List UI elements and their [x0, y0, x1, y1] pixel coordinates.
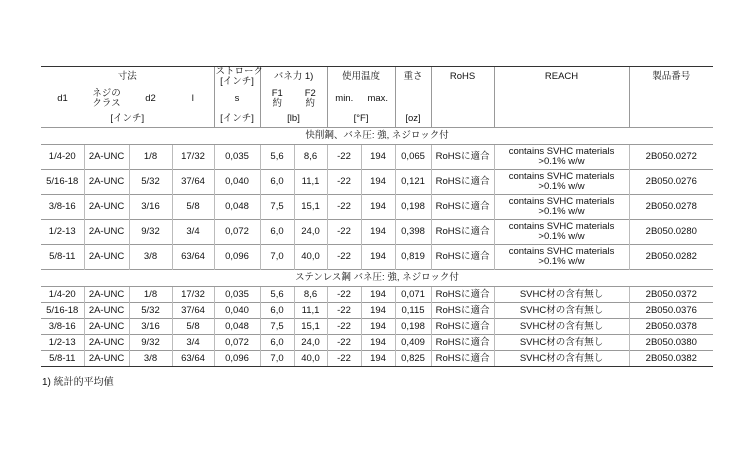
header-min: min.: [327, 87, 361, 111]
cell-reach: SVHC材の含有無し: [494, 351, 629, 367]
cell-weight: 0,198: [395, 319, 431, 335]
cell-f1: 6,0: [260, 220, 294, 245]
cell-f1: 5,6: [260, 145, 294, 170]
cell-l: 5/8: [172, 195, 214, 220]
cell-s: 0,096: [214, 245, 260, 270]
cell-d2: 3/16: [129, 195, 172, 220]
cell-s: 0,072: [214, 335, 260, 351]
cell-l: 3/4: [172, 335, 214, 351]
cell-d2: 3/8: [129, 245, 172, 270]
header-rohs-blank: [431, 87, 494, 111]
header-d2: d2: [145, 93, 156, 104]
cell-rohs: RoHSに適合: [431, 319, 494, 335]
cell-class: 2A-UNC: [84, 220, 129, 245]
header-reach: REACH: [494, 67, 629, 88]
unit-fahrenheit: [°F]: [327, 111, 395, 128]
cell-d1: 1/4-20: [41, 287, 84, 303]
cell-weight: 0,121: [395, 170, 431, 195]
header-dims: 寸法: [41, 67, 214, 88]
cell-d1: 3/8-16: [41, 319, 84, 335]
header-temp: 使用温度: [327, 67, 395, 88]
cell-f2: 40,0: [294, 245, 327, 270]
cell-d2: 5/32: [129, 303, 172, 319]
cell-reach: contains SVHC materials >0.1% w/w: [494, 170, 629, 195]
cell-d2: 5/32: [129, 170, 172, 195]
cell-d2: 1/8: [129, 287, 172, 303]
cell-l: 63/64: [172, 245, 214, 270]
cell-s: 0,040: [214, 170, 260, 195]
cell-tmin: -22: [327, 195, 361, 220]
cell-d1: 1/4-20: [41, 145, 84, 170]
cell-reach: SVHC材の含有無し: [494, 319, 629, 335]
cell-weight: 0,819: [395, 245, 431, 270]
cell-class: 2A-UNC: [84, 195, 129, 220]
cell-reach: SVHC材の含有無し: [494, 287, 629, 303]
cell-rohs: RoHSに適合: [431, 170, 494, 195]
cell-part: 2B050.0376: [629, 303, 713, 319]
header-f1: F1 約: [260, 87, 294, 111]
cell-part: 2B050.0278: [629, 195, 713, 220]
cell-class: 2A-UNC: [84, 287, 129, 303]
cell-class: 2A-UNC: [84, 303, 129, 319]
cell-l: 5/8: [172, 319, 214, 335]
cell-tmax: 194: [361, 303, 395, 319]
spec-table-container: [41, 66, 713, 367]
cell-f2: 24,0: [294, 220, 327, 245]
cell-s: 0,096: [214, 351, 260, 367]
cell-weight: 0,115: [395, 303, 431, 319]
section-free-cutting-steel: [41, 128, 713, 270]
cell-tmin: -22: [327, 145, 361, 170]
cell-l: 17/32: [172, 145, 214, 170]
header-d1: d1: [57, 93, 68, 104]
cell-s: 0,048: [214, 319, 260, 335]
cell-d1: 3/8-16: [41, 195, 84, 220]
cell-f1: 7,5: [260, 319, 294, 335]
section-title: 快削鋼、バネ圧: 強, ネジロック付: [41, 128, 713, 145]
cell-f1: 7,0: [260, 351, 294, 367]
unit-rohs-blank: [431, 111, 494, 128]
table-row: [41, 319, 713, 335]
cell-weight: 0,065: [395, 145, 431, 170]
cell-f2: 15,1: [294, 319, 327, 335]
cell-part: 2B050.0378: [629, 319, 713, 335]
unit-oz: [oz]: [395, 111, 431, 128]
cell-part: 2B050.0380: [629, 335, 713, 351]
cell-f2: 8,6: [294, 287, 327, 303]
table-row: [41, 351, 713, 367]
cell-f2: 15,1: [294, 195, 327, 220]
cell-tmax: 194: [361, 319, 395, 335]
cell-l: 37/64: [172, 303, 214, 319]
cell-l: 37/64: [172, 170, 214, 195]
cell-rohs: RoHSに適合: [431, 303, 494, 319]
cell-weight: 0,398: [395, 220, 431, 245]
cell-tmax: 194: [361, 335, 395, 351]
cell-s: 0,072: [214, 220, 260, 245]
section-stainless-steel: [41, 270, 713, 367]
cell-d1: 1/2-13: [41, 335, 84, 351]
cell-reach: contains SVHC materials >0.1% w/w: [494, 245, 629, 270]
unit-part-blank: [629, 111, 713, 128]
cell-part: 2B050.0282: [629, 245, 713, 270]
table-row: [41, 245, 713, 270]
table-row: [41, 195, 713, 220]
cell-class: 2A-UNC: [84, 145, 129, 170]
cell-f1: 6,0: [260, 303, 294, 319]
header-weight: 重さ: [395, 67, 431, 88]
cell-l: 17/32: [172, 287, 214, 303]
cell-d1: 5/8-11: [41, 351, 84, 367]
footnote: 1) 統計的平均値: [42, 377, 114, 388]
cell-rohs: RoHSに適合: [431, 287, 494, 303]
cell-f2: 24,0: [294, 335, 327, 351]
cell-weight: 0,825: [395, 351, 431, 367]
cell-reach: contains SVHC materials >0.1% w/w: [494, 145, 629, 170]
table-header: [41, 67, 713, 128]
cell-s: 0,035: [214, 145, 260, 170]
cell-f1: 6,0: [260, 170, 294, 195]
cell-tmax: 194: [361, 245, 395, 270]
header-max: max.: [367, 93, 389, 104]
cell-d2: 9/32: [129, 335, 172, 351]
cell-d2: 3/16: [129, 319, 172, 335]
cell-f2: 40,0: [294, 351, 327, 367]
cell-reach: SVHC材の含有無し: [494, 303, 629, 319]
cell-reach: contains SVHC materials >0.1% w/w: [494, 220, 629, 245]
unit-inch-dims: [インチ]: [110, 113, 145, 124]
cell-rohs: RoHSに適合: [431, 245, 494, 270]
table-row: [41, 170, 713, 195]
cell-tmax: 194: [361, 195, 395, 220]
cell-f1: 7,5: [260, 195, 294, 220]
cell-tmin: -22: [327, 351, 361, 367]
cell-d1: 5/8-11: [41, 245, 84, 270]
cell-rohs: RoHSに適合: [431, 220, 494, 245]
table-row: [41, 335, 713, 351]
cell-reach: contains SVHC materials >0.1% w/w: [494, 195, 629, 220]
cell-d2: 1/8: [129, 145, 172, 170]
cell-d2: 9/32: [129, 220, 172, 245]
cell-tmax: 194: [361, 287, 395, 303]
cell-part: 2B050.0272: [629, 145, 713, 170]
unit-inch-stroke: [インチ]: [214, 111, 260, 128]
cell-tmin: -22: [327, 220, 361, 245]
cell-f1: 7,0: [260, 245, 294, 270]
cell-tmin: -22: [327, 335, 361, 351]
header-spring-force: バネ力 1): [260, 67, 327, 88]
header-weight-blank: [395, 87, 431, 111]
cell-tmin: -22: [327, 245, 361, 270]
cell-tmin: -22: [327, 319, 361, 335]
cell-weight: 0,071: [395, 287, 431, 303]
cell-part: 2B050.0280: [629, 220, 713, 245]
cell-l: 3/4: [172, 220, 214, 245]
cell-s: 0,048: [214, 195, 260, 220]
cell-class: 2A-UNC: [84, 335, 129, 351]
cell-weight: 0,198: [395, 195, 431, 220]
table-row: [41, 287, 713, 303]
cell-class: 2A-UNC: [84, 170, 129, 195]
cell-class: 2A-UNC: [84, 319, 129, 335]
cell-weight: 0,409: [395, 335, 431, 351]
cell-class: 2A-UNC: [84, 245, 129, 270]
header-thread-class: ネジの クラス: [92, 88, 121, 109]
cell-d2: 3/8: [129, 351, 172, 367]
cell-f1: 6,0: [260, 335, 294, 351]
cell-tmax: 194: [361, 170, 395, 195]
unit-reach-blank: [494, 111, 629, 128]
cell-f2: 8,6: [294, 145, 327, 170]
cell-tmin: -22: [327, 170, 361, 195]
cell-d1: 5/16-18: [41, 303, 84, 319]
cell-tmax: 194: [361, 220, 395, 245]
header-part-number: 製品番号: [629, 67, 713, 88]
cell-f1: 5,6: [260, 287, 294, 303]
cell-d1: 5/16-18: [41, 170, 84, 195]
unit-lb: [lb]: [260, 111, 327, 128]
cell-f2: 11,1: [294, 303, 327, 319]
cell-tmin: -22: [327, 287, 361, 303]
cell-tmax: 194: [361, 145, 395, 170]
header-f2: F2 約: [304, 88, 316, 109]
cell-part: 2B050.0372: [629, 287, 713, 303]
cell-rohs: RoHSに適合: [431, 351, 494, 367]
cell-part: 2B050.0276: [629, 170, 713, 195]
cell-tmax: 194: [361, 351, 395, 367]
cell-class: 2A-UNC: [84, 351, 129, 367]
header-s: s: [214, 87, 260, 111]
cell-part: 2B050.0382: [629, 351, 713, 367]
cell-d1: 1/2-13: [41, 220, 84, 245]
cell-rohs: RoHSに適合: [431, 335, 494, 351]
section-title: ステンレス鋼 バネ圧: 強, ネジロック付: [41, 270, 713, 287]
header-part-blank: [629, 87, 713, 111]
header-reach-blank: [494, 87, 629, 111]
header-l: l: [191, 93, 194, 104]
cell-s: 0,040: [214, 303, 260, 319]
header-rohs: RoHS: [431, 67, 494, 88]
cell-s: 0,035: [214, 287, 260, 303]
cell-reach: SVHC材の含有無し: [494, 335, 629, 351]
table-row: [41, 303, 713, 319]
cell-f2: 11,1: [294, 170, 327, 195]
cell-l: 63/64: [172, 351, 214, 367]
spec-table: [41, 66, 713, 367]
cell-rohs: RoHSに適合: [431, 195, 494, 220]
cell-tmin: -22: [327, 303, 361, 319]
table-row: [41, 220, 713, 245]
table-row: [41, 145, 713, 170]
cell-rohs: RoHSに適合: [431, 145, 494, 170]
header-stroke: ストローク [インチ]: [215, 66, 264, 87]
